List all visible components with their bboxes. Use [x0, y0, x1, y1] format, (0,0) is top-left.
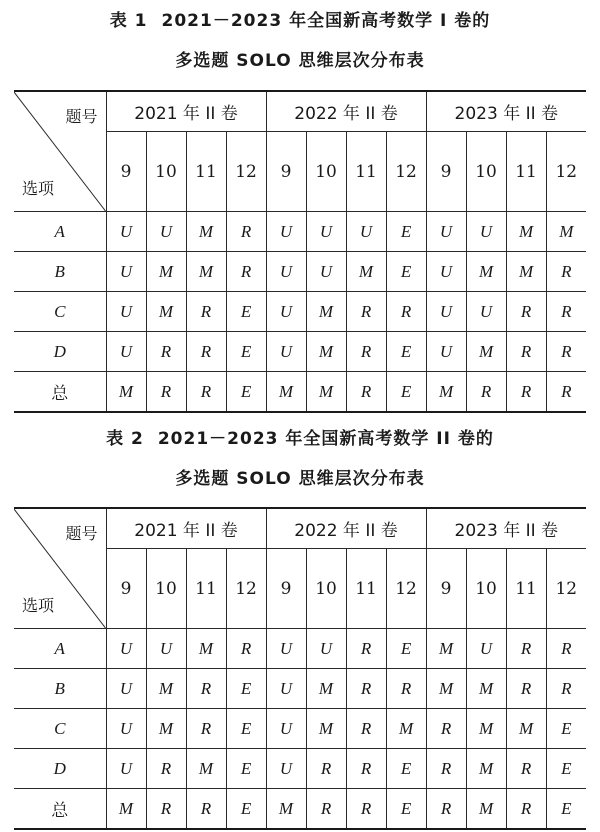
solo-level-cell: M	[506, 212, 546, 252]
table1-qnum: 9	[106, 132, 146, 212]
table1-qnum: 12	[546, 132, 586, 212]
solo-level-cell: M	[306, 669, 346, 709]
solo-level-cell: R	[506, 789, 546, 830]
solo-level-cell: M	[426, 629, 466, 669]
solo-level-cell: E	[386, 749, 426, 789]
solo-level-cell: R	[346, 292, 386, 332]
solo-level-cell: R	[306, 749, 346, 789]
solo-level-cell: U	[106, 749, 146, 789]
solo-level-cell: U	[466, 212, 506, 252]
solo-level-cell: R	[226, 629, 266, 669]
solo-level-cell: R	[546, 332, 586, 372]
table1-qnum: 11	[186, 132, 226, 212]
solo-level-cell: U	[266, 669, 306, 709]
solo-level-cell: U	[106, 252, 146, 292]
table-row	[14, 332, 586, 372]
table1-caption-line1	[0, 10, 600, 32]
solo-level-cell: E	[226, 749, 266, 789]
table2-year-2023: 2023 年 II 卷	[426, 508, 586, 549]
solo-level-cell: R	[546, 292, 586, 332]
solo-level-cell: E	[546, 789, 586, 830]
solo-level-cell: R	[506, 372, 546, 413]
solo-level-cell: R	[346, 372, 386, 413]
solo-level-cell: R	[146, 332, 186, 372]
row-label: C	[14, 292, 106, 332]
table1-qnum: 10	[306, 132, 346, 212]
solo-level-cell: U	[266, 709, 306, 749]
solo-level-cell: R	[186, 292, 226, 332]
table-row	[14, 252, 586, 292]
row-label: B	[14, 669, 106, 709]
solo-level-cell: U	[106, 709, 146, 749]
solo-level-cell: E	[226, 332, 266, 372]
table1-diag-header	[14, 91, 106, 212]
solo-level-cell: U	[266, 332, 306, 372]
table2-qnum: 11	[346, 549, 386, 629]
solo-level-cell: R	[426, 749, 466, 789]
solo-level-cell: U	[266, 629, 306, 669]
table1-label: 表 1	[109, 11, 148, 31]
solo-level-cell: M	[266, 789, 306, 830]
solo-level-cell: E	[386, 252, 426, 292]
solo-level-cell: M	[426, 372, 466, 413]
solo-level-cell: M	[546, 212, 586, 252]
table1-diag-bottom: 选项	[22, 179, 55, 198]
table2	[14, 507, 586, 830]
table2-title-line2: 多选题 SOLO 思维层次分布表	[175, 469, 425, 489]
table2-qnum: 9	[106, 549, 146, 629]
solo-level-cell: R	[146, 372, 186, 413]
solo-level-cell: R	[506, 332, 546, 372]
solo-level-cell: M	[386, 709, 426, 749]
row-label: B	[14, 252, 106, 292]
solo-level-cell: R	[186, 372, 226, 413]
solo-level-cell: R	[426, 709, 466, 749]
solo-level-cell: U	[266, 749, 306, 789]
table2-qnum: 12	[226, 549, 266, 629]
solo-level-cell: R	[186, 789, 226, 830]
table2-year-2021: 2021 年 II 卷	[106, 508, 266, 549]
row-label: D	[14, 749, 106, 789]
solo-level-cell: U	[266, 252, 306, 292]
table1-year-2021: 2021 年 II 卷	[106, 91, 266, 132]
solo-level-cell: M	[466, 252, 506, 292]
solo-level-cell: R	[506, 749, 546, 789]
solo-level-cell: U	[466, 629, 506, 669]
table2-diag-header	[14, 508, 106, 629]
table2-qnum: 12	[546, 549, 586, 629]
solo-level-cell: R	[546, 372, 586, 413]
table2-qnum: 10	[466, 549, 506, 629]
table2-diag-top: 题号	[65, 524, 98, 543]
solo-level-cell: M	[106, 372, 146, 413]
solo-level-cell: E	[386, 332, 426, 372]
solo-level-cell: M	[506, 252, 546, 292]
table1-qnum: 12	[226, 132, 266, 212]
solo-level-cell: U	[426, 252, 466, 292]
table1-caption-line2	[0, 50, 600, 72]
table1	[14, 90, 586, 413]
solo-level-cell: U	[106, 292, 146, 332]
table2-qnum: 12	[386, 549, 426, 629]
row-label: 总	[14, 789, 106, 830]
solo-level-cell: U	[426, 212, 466, 252]
solo-level-cell: E	[226, 789, 266, 830]
solo-level-cell: R	[506, 292, 546, 332]
solo-level-cell: U	[266, 292, 306, 332]
solo-level-cell: E	[386, 629, 426, 669]
solo-level-cell: M	[346, 252, 386, 292]
row-label: A	[14, 629, 106, 669]
solo-level-cell: M	[306, 709, 346, 749]
solo-level-cell: R	[346, 332, 386, 372]
table1-qnum: 11	[346, 132, 386, 212]
table-row	[14, 292, 586, 332]
solo-level-cell: U	[306, 212, 346, 252]
solo-level-cell: M	[186, 629, 226, 669]
solo-level-cell: R	[186, 332, 226, 372]
solo-level-cell: R	[186, 709, 226, 749]
table-row	[14, 749, 586, 789]
solo-level-cell: R	[546, 252, 586, 292]
table2-qnum: 9	[426, 549, 466, 629]
solo-level-cell: M	[186, 252, 226, 292]
solo-level-cell: U	[146, 629, 186, 669]
solo-level-cell: R	[226, 252, 266, 292]
table1-diag-top: 题号	[65, 107, 98, 126]
table2-qnum: 10	[146, 549, 186, 629]
solo-level-cell: R	[146, 749, 186, 789]
table-row	[14, 212, 586, 252]
table-row	[14, 629, 586, 669]
solo-level-cell: M	[146, 709, 186, 749]
table2-year-row	[14, 508, 586, 549]
solo-level-cell: R	[426, 789, 466, 830]
solo-level-cell: U	[106, 629, 146, 669]
table1-year-2023: 2023 年 II 卷	[426, 91, 586, 132]
table1-title-line1: 2021－2023 年全国新高考数学 I 卷的	[161, 11, 491, 31]
solo-level-cell: M	[186, 749, 226, 789]
table-row	[14, 372, 586, 413]
solo-level-cell: E	[546, 709, 586, 749]
solo-level-cell: M	[466, 669, 506, 709]
solo-level-cell: E	[386, 212, 426, 252]
solo-level-cell: E	[226, 709, 266, 749]
table2-caption-line1	[0, 428, 600, 450]
table1-year-2022: 2022 年 II 卷	[266, 91, 426, 132]
solo-level-cell: E	[386, 372, 426, 413]
table1-qnum: 9	[426, 132, 466, 212]
table2-qnum: 11	[186, 549, 226, 629]
solo-level-cell: U	[426, 292, 466, 332]
solo-level-cell: R	[386, 292, 426, 332]
solo-level-cell: E	[226, 669, 266, 709]
solo-level-cell: M	[466, 709, 506, 749]
table2-label: 表 2	[106, 429, 144, 449]
table2-qnum: 9	[266, 549, 306, 629]
table2-year-2022: 2022 年 II 卷	[266, 508, 426, 549]
solo-level-cell: R	[226, 212, 266, 252]
solo-level-cell: R	[146, 789, 186, 830]
solo-level-cell: E	[546, 749, 586, 789]
table2-title-line1: 2021－2023 年全国新高考数学 II 卷的	[157, 429, 494, 449]
solo-level-cell: R	[546, 669, 586, 709]
solo-level-cell: U	[426, 332, 466, 372]
solo-level-cell: R	[506, 629, 546, 669]
solo-level-cell: R	[346, 669, 386, 709]
solo-level-cell: E	[226, 372, 266, 413]
solo-level-cell: U	[306, 629, 346, 669]
solo-level-cell: M	[306, 332, 346, 372]
solo-level-cell: E	[386, 789, 426, 830]
solo-level-cell: R	[466, 372, 506, 413]
solo-level-cell: M	[506, 709, 546, 749]
table-row	[14, 669, 586, 709]
table2-qnum: 10	[306, 549, 346, 629]
solo-level-cell: M	[466, 749, 506, 789]
table-row	[14, 709, 586, 749]
solo-level-cell: U	[106, 332, 146, 372]
solo-level-cell: U	[106, 212, 146, 252]
solo-level-cell: U	[466, 292, 506, 332]
table1-qnum: 12	[386, 132, 426, 212]
solo-level-cell: R	[346, 709, 386, 749]
solo-level-cell: R	[346, 749, 386, 789]
solo-level-cell: R	[346, 789, 386, 830]
solo-level-cell: M	[426, 669, 466, 709]
table1-qnum: 11	[506, 132, 546, 212]
solo-level-cell: U	[146, 212, 186, 252]
solo-level-cell: U	[306, 252, 346, 292]
solo-level-cell: M	[186, 212, 226, 252]
row-label: A	[14, 212, 106, 252]
table1-year-row	[14, 91, 586, 132]
table2-diag-bottom: 选项	[22, 596, 55, 615]
table2-caption-line2	[0, 468, 600, 490]
solo-level-cell: E	[226, 292, 266, 332]
solo-level-cell: M	[106, 789, 146, 830]
solo-level-cell: M	[466, 332, 506, 372]
solo-level-cell: U	[346, 212, 386, 252]
table2-qnum: 11	[506, 549, 546, 629]
solo-level-cell: M	[306, 292, 346, 332]
solo-level-cell: R	[386, 669, 426, 709]
row-label: D	[14, 332, 106, 372]
table1-qnum: 10	[466, 132, 506, 212]
solo-level-cell: U	[266, 212, 306, 252]
solo-level-cell: M	[146, 252, 186, 292]
solo-level-cell: M	[306, 372, 346, 413]
solo-level-cell: M	[146, 669, 186, 709]
solo-level-cell: M	[266, 372, 306, 413]
solo-level-cell: R	[186, 669, 226, 709]
solo-level-cell: M	[146, 292, 186, 332]
table-row	[14, 789, 586, 830]
row-label: 总	[14, 372, 106, 413]
solo-level-cell: R	[546, 629, 586, 669]
table1-qnum: 9	[266, 132, 306, 212]
solo-level-cell: R	[306, 789, 346, 830]
solo-level-cell: R	[346, 629, 386, 669]
table1-title-line2: 多选题 SOLO 思维层次分布表	[175, 51, 425, 71]
solo-level-cell: M	[466, 789, 506, 830]
row-label: C	[14, 709, 106, 749]
solo-level-cell: R	[506, 669, 546, 709]
solo-level-cell: U	[106, 669, 146, 709]
table1-qnum: 10	[146, 132, 186, 212]
